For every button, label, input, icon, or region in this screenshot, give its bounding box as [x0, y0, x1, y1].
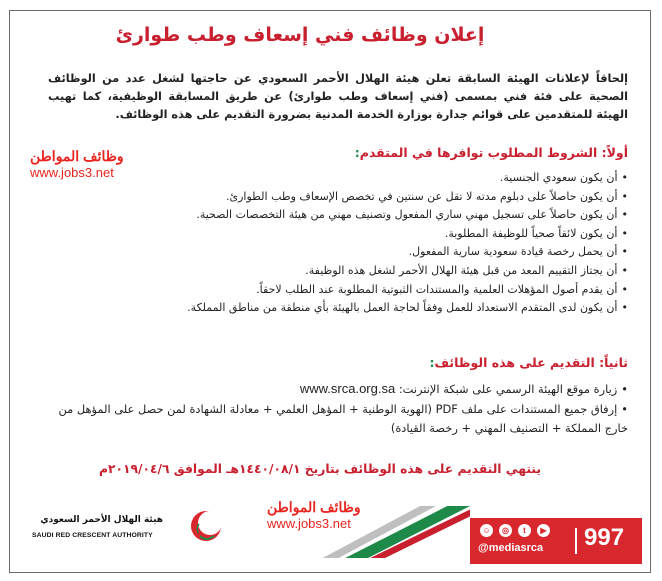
section1-heading-colon: : [354, 145, 360, 160]
visit-site-text: زيارة موقع الهيئة الرسمي على شبكة الإنترنت: [398, 382, 618, 396]
page-title: إعلان وظائف فني إسعاف وطب طوارئ [115, 24, 485, 46]
social-divider [575, 528, 577, 554]
srca-website-link[interactable]: www.srca.org.sa [299, 381, 396, 396]
red-crescent-icon [186, 506, 226, 546]
list-item: • أن يحمل رخصة قيادة سعودية سارية المفعول. [38, 243, 628, 262]
instagram-icon[interactable]: ◎ [499, 524, 512, 537]
emergency-number[interactable]: 997 [584, 524, 625, 551]
list-item: • أن يكون حاصلاً على دبلوم مدته لا تقل عن سنتين في تخصص الإسعاف وطب الطوارئ. [38, 188, 628, 207]
watermark-url[interactable]: www.jobs3.net [267, 516, 351, 531]
twitter-icon[interactable]: t [518, 524, 531, 537]
logo-name-english: SAUDI RED CRESCENT AUTHORITY [32, 532, 153, 539]
list-item: • أن يجتاز التقييم المعد من قبل هيئة الهلال الأحمر لشغل هذه الوظيفة. [38, 262, 628, 281]
section1-heading [355, 145, 628, 160]
social-icons [480, 524, 550, 537]
section2-heading [430, 355, 629, 370]
social-handle[interactable]: @mediasrca [478, 542, 544, 554]
application-steps [38, 378, 628, 438]
deadline-notice: ينتهي التقديم على هذه الوظائف بتاريخ ١٤٤٠/٠٨/١هـ الموافق ٢٠١٩/٠٤/٦م [98, 462, 542, 476]
attach-documents-text: إرفاق جميع المستندات على ملف PDF (الهوية الوطنية + المؤهل العلمي + معادلة الشهادة لمن حصل على المؤهل من خارج المملكة + التصنيف المهني + رخصة القيادة) [58, 402, 628, 435]
list-item: • أن يقدم أصول المؤهلات العلمية والمستندات الثبوتية المطلوبة عند الطلب لاحقاً. [38, 281, 628, 300]
list-item: • أن يكون سعودي الجنسية. [38, 169, 628, 188]
list-item: •زيارة موقع الهيئة الرسمي على شبكة الإنترنت: www.srca.org.sa [299, 381, 628, 396]
youtube-icon[interactable]: ▶ [537, 524, 550, 537]
social-media-bar [470, 518, 642, 564]
section2-heading-text: ثانياً: التقديم على هذه الوظائف [434, 355, 628, 370]
section1-heading-text: أولاً: الشروط المطلوب توافرها في المتقدم [359, 145, 628, 160]
list-item: • أن يكون لدى المتقدم الاستعداد للعمل وفقاً لحاجة العمل بالهيئة بأي منطقة من مناطق المملكة. [38, 299, 628, 318]
watermark-label: وظائف المواطن [30, 148, 124, 164]
list-item: •إرفاق جميع المستندات على ملف PDF (الهوية الوطنية + المؤهل العلمي + معادلة الشهادة لمن حصل على المؤهل من خارج المملكة + التصنيف المهني + رخصة القيادة) [58, 402, 628, 435]
srca-logo [32, 510, 207, 550]
watermark-url[interactable]: www.jobs3.net [30, 165, 114, 180]
watermark-label: وظائف المواطن [267, 499, 361, 515]
flag-stripes-graphic [300, 506, 470, 558]
list-item: • أن يكون لائقاً صحياً للوظيفة المطلوبة. [38, 225, 628, 244]
intro-paragraph: إلحاقاً لإعلانات الهيئة السابقة تعلن هيئة الهلال الأحمر السعودي عن حاجتها لشغل عدد من الوظائف الصحية على فئة فني بمسمى (فني إسعاف وطب طوارئ) عن طريق المسابقة الوظيفية، كما تهيب الهيئة للمتقدمين على قوائم جدارة بوزارة الخدمة المدنية بضرورة التقديم على هذه الوظائف. [48, 72, 628, 121]
requirements-list [38, 169, 628, 318]
snapchat-icon[interactable]: ☺ [480, 524, 493, 537]
logo-name-arabic: هيئة الهلال الأحمر السعودي [40, 515, 163, 525]
list-item: • أن يكون حاصلاً على تسجيل مهني ساري المفعول وتصنيف مهني من هيئة التخصصات الصحية. [38, 206, 628, 225]
section2-heading-colon: : [429, 355, 435, 370]
